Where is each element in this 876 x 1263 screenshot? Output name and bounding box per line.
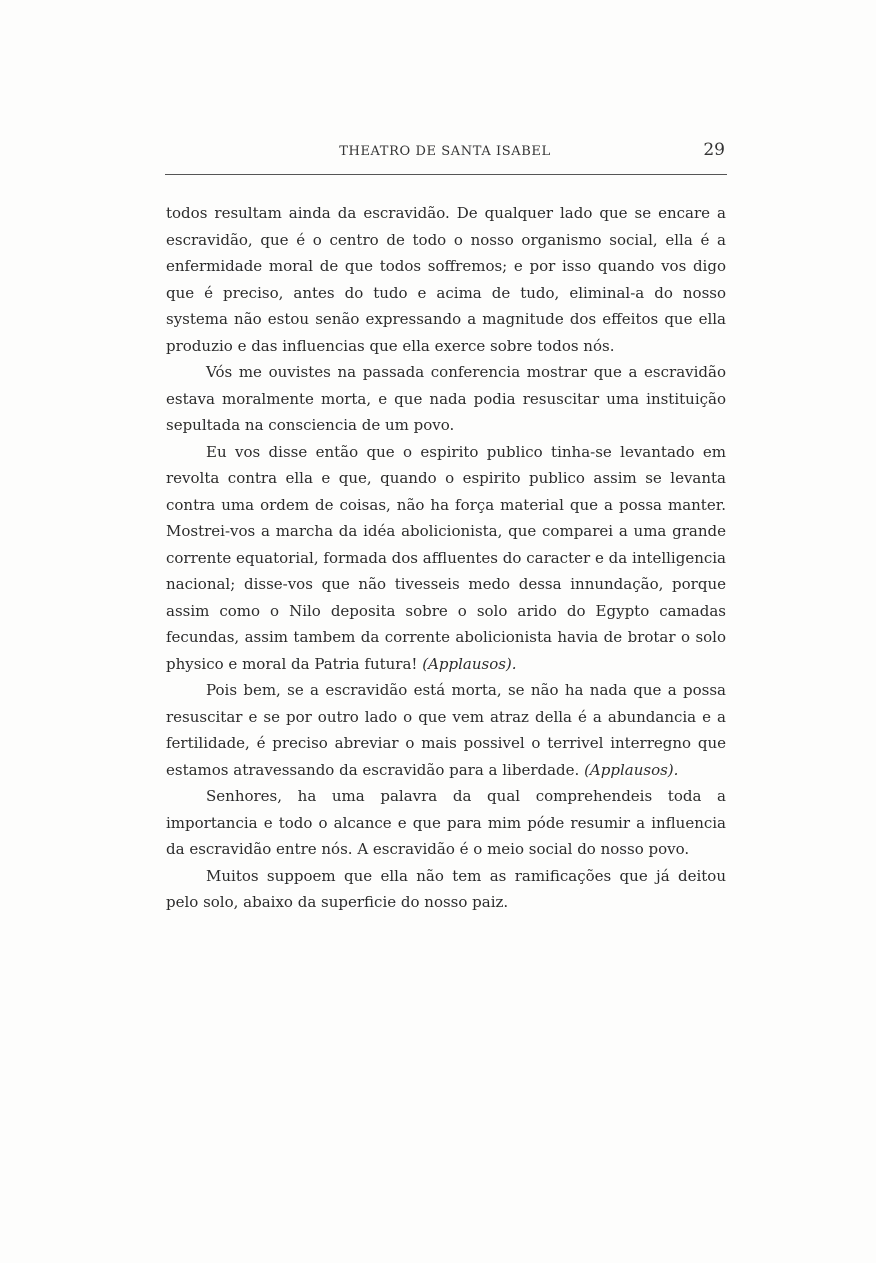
paragraph-6 [166, 863, 726, 916]
body-text [166, 200, 726, 916]
paragraph-1-text: todos resultam ainda da escravidão. De qualquer lado que se encare a escravidão, que é o centro de todo o nosso organismo social, ella é a enfermidade moral de que todos soffremos; e por isso quando vos digo que é preciso, antes do tudo e acima de tudo, eliminal-a do nosso systema não estou senão expressando a magnitude dos effeitos que ella produzio e das influencias que ella exerce sobre todos nós. [166, 204, 726, 355]
running-title: THEATRO DE SANTA ISABEL [339, 144, 551, 159]
paragraph-1 [166, 200, 726, 359]
header-rule [165, 174, 727, 175]
paragraph-4-text: Pois bem, se a escravidão está morta, se não ha nada que a possa resuscitar e se por outro lado o que vem atraz della é a abundancia e a fertilidade, é preciso abreviar o mais possivel o terrivel interregno que estamos atravessando da escravidão para a liberdade. [166, 681, 726, 779]
paragraph-6-text: Muitos suppoem que ella não tem as ramificações que já deitou pelo solo, abaixo da superficie do nosso paiz. [166, 866, 726, 911]
paragraph-2 [166, 359, 726, 439]
paragraph-4 [166, 677, 726, 783]
paragraph-5 [166, 783, 726, 863]
page-number: 29 [703, 140, 725, 160]
paragraph-5-text: Senhores, ha uma palavra da qual comprehendeis toda a importancia e todo o alcance e que para mim póde resumir a influencia da escravidão entre nós. A escravidão é o meio social do nosso povo. [166, 787, 726, 858]
paragraph-4-applause: (Applausos). [584, 760, 679, 779]
paragraph-2-text: Vós me ouvistes na passada conferencia mostrar que a escravidão estava moralmente morta, e que nada podia resuscitar uma instituição sepultada na consciencia de um povo. [166, 363, 726, 434]
paragraph-3-text: Eu vos disse então que o espirito publico tinha-se levantado em revolta contra ella e que, quando o espirito publico assim se levanta contra uma ordem de coisas, não ha força material que a possa manter. Mostrei-vos a marcha da idéa abolicionista, que comparei a uma grande corrente equatorial, formada dos affluentes do caracter e da intelligencia nacional; disse-vos que não tivesseis medo dessa innundação, porque assim como o Nilo deposita sobre o solo arido do Egypto camadas fecundas, assim tambem da corrente abolicionista havia de brotar o solo physico e moral da Patria futura! [166, 442, 726, 673]
page-header [165, 140, 725, 170]
paragraph-3-applause: (Applausos). [422, 654, 517, 673]
paragraph-3 [166, 439, 726, 678]
